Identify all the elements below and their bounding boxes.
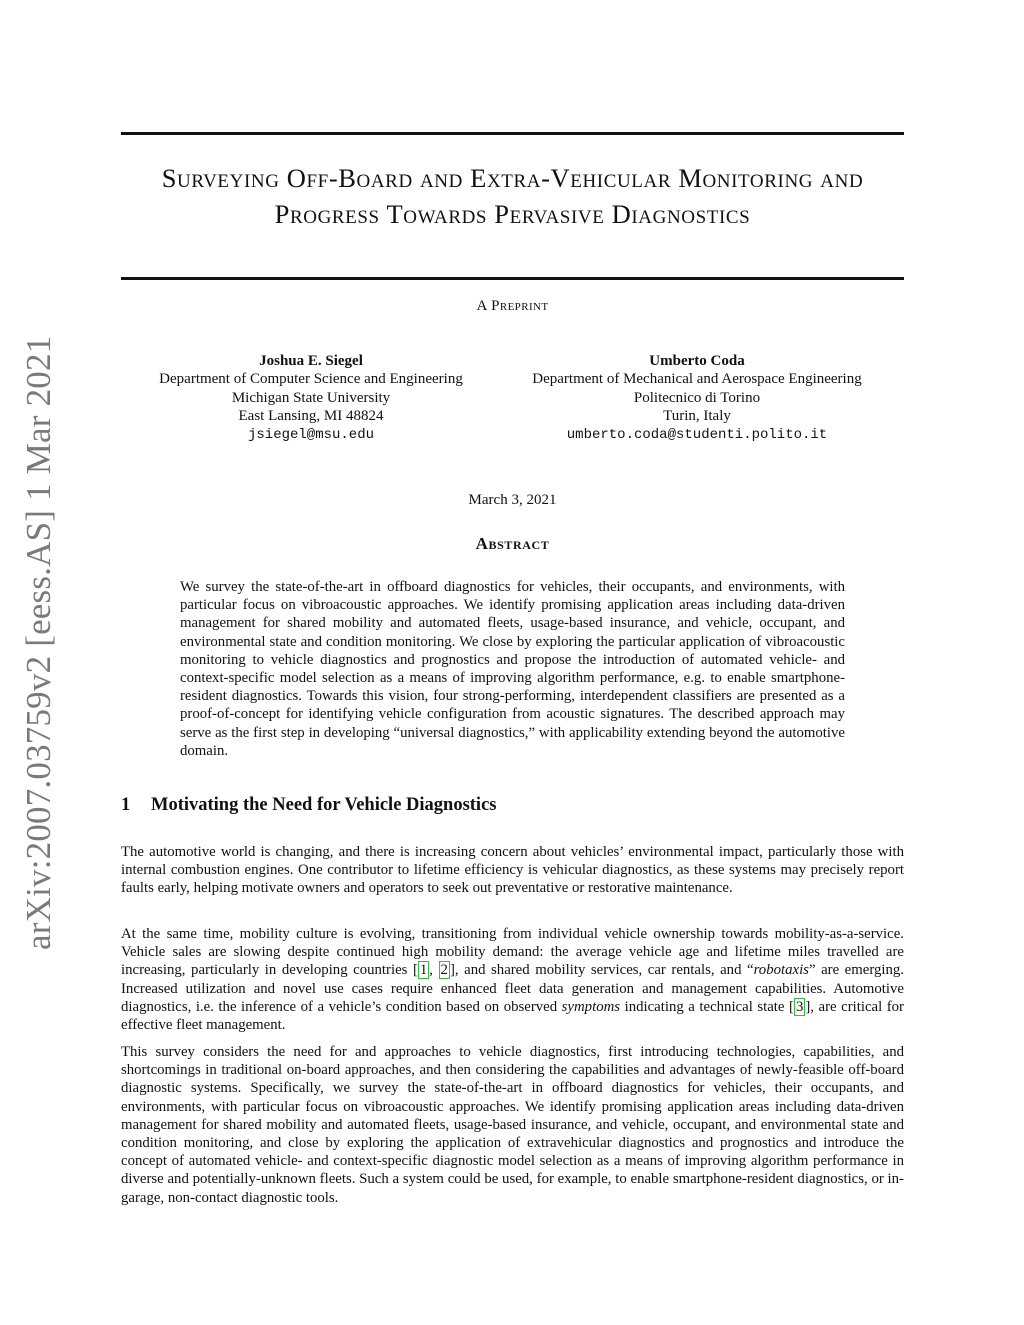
paragraph-text: indicating a technical state: [620, 998, 789, 1015]
publication-date: March 3, 2021: [468, 492, 557, 508]
section-heading: [121, 795, 904, 816]
section-number: 1: [121, 795, 131, 815]
paper-title: Surveying Off-Board and Extra-Vehicular Monitoring and Progress Towards Pervasive Diagnostics: [161, 163, 864, 229]
paragraph-text: , and shared mobility services, car rentals, and “: [454, 962, 754, 979]
author-name: Joshua E. Siegel: [259, 353, 363, 369]
section-paragraph-3: This survey considers the need for and approaches to vehicle diagnostics, first introducing technologies, capabilities, and shortcomings in traditional on-board approaches, and then considering the capabilities and advantages of newly-feasible off-board diagnostic systems. Specifically, we survey the state-of-the-art in offboard diagnostics for vehicles, their occupants, and environments, with particular focus on vibroacoustic approaches. We identify promising application areas including data-driven management for shared mobility and automated fleets, usage-based insurance, and vehicle, occupant, and environmental state and condition monitoring, and close by exploring the application of extravehicular diagnostics and prognostics and introduce the concept of automated vehicle- and context-specific diagnostic model selection as a means of improving algorithm performance in diverse and potentially-unknown fleets. Such a system could be used, for example, to enable smartphone-resident diagnostics, or in-garage, non-contact diagnostic tools.: [121, 1044, 904, 1206]
emphasis-text: symptoms: [561, 998, 621, 1015]
citation-separator: ,: [429, 962, 439, 979]
citation-link[interactable]: 2: [440, 962, 448, 979]
author-location: East Lansing, MI 48824: [238, 408, 384, 425]
author-institution: Politecnico di Torino: [633, 389, 761, 406]
preprint-label: A Preprint: [476, 298, 549, 314]
author-institution: Michigan State University: [231, 389, 391, 406]
author-location: Turin, Italy: [663, 408, 731, 425]
citation-link[interactable]: 1: [419, 962, 428, 979]
section-title: Motivating the Need for Vehicle Diagnostics: [151, 795, 497, 815]
title-top-rule: [121, 132, 904, 135]
author-name: Umberto Coda: [649, 353, 745, 369]
emphasis-text: robotaxis: [753, 962, 809, 979]
section-paragraph-2: At the same time, mobility culture is evolving, transitioning from individual vehicle ownership towards mobility-as-a-service. Vehicle sales are slowing despite continued high mobility demand: the average vehicle age and lifetime miles travelled are increasing, particularly in developing countries [ 1 , 2 ], and shared mobility services, car rentals, and “robotaxis” are emerging. Increased utilization and novel use cases require enhanced fleet data generation and management capabilities. Automotive diagnostics, i.e. the inference of a vehicle’s condition based on observed symptoms indicating a technical state [ 3 ], are critical for effective fleet management.: [121, 926, 904, 1034]
abstract-heading: Abstract: [475, 534, 550, 553]
author-department: Department of Computer Science and Engineering: [159, 371, 463, 388]
paragraph-text: At the same time, mobility culture is evolving, transitioning from individual vehicle ownership towards mobility-as-a-service. Vehicle sales are slowing despite continued high mobility demand: the average vehicle age and lifetime miles travelled are increasing, particularly in developing countries: [121, 926, 904, 979]
section-paragraph-1: The automotive world is changing, and there is increasing concern about vehicles’ environmental impact, particularly those with internal combustion engines. One contributor to lifetime efficiency is vehicular diagnostics, as these systems may precisely report faults early, helping motivate owners and operators to seek out preventative or restorative maintenance.: [121, 844, 904, 897]
abstract-text: We survey the state-of-the-art in offboard diagnostics for vehicles, their occupants, and environments, with particular focus on vibroacoustic approaches. We identify promising application areas including data-driven management for shared mobility and automated fleets, usage-based insurance, and vehicle, occupant, and environmental state and condition monitoring. We close by exploring the particular application of vibroacoustic monitoring to vehicle diagnostics and prognostics and propose the introduction of automated vehicle- and context-specific model selection as a means of improving algorithm performance, e.g. to enable smartphone-resident diagnostics. Towards this vision, four strong-performing, interdependent classifiers are presented as a proof-of-concept for identifying vehicle configuration from acoustic signatures. The described approach may serve as the first step in developing “universal diagnostics,” with applicability extending beyond the automotive domain.: [180, 579, 845, 759]
author-email[interactable]: jsiegel@msu.edu: [247, 426, 375, 443]
author-department: Department of Mechanical and Aerospace Engineering: [532, 371, 862, 388]
author-email[interactable]: umberto.coda@studenti.polito.it: [566, 426, 828, 443]
paragraph-text: , are critical for effective fleet management.: [121, 998, 904, 1034]
arxiv-identifier-stamp: arXiv:2007.03759v2 [eess.AS] 1 Mar 2021: [19, 335, 58, 950]
citation-link[interactable]: 3: [795, 998, 804, 1015]
author-block-2: [500, 352, 894, 444]
paragraph-text: ” are emerging. Increased utilization and novel use cases require enhanced fleet data generation and management capabilities. Automotive diagnostics, i.e. the inference of a vehicle’s condition based on observed: [121, 962, 904, 1015]
title-bottom-rule: [121, 277, 904, 280]
author-block-1: [121, 352, 501, 444]
